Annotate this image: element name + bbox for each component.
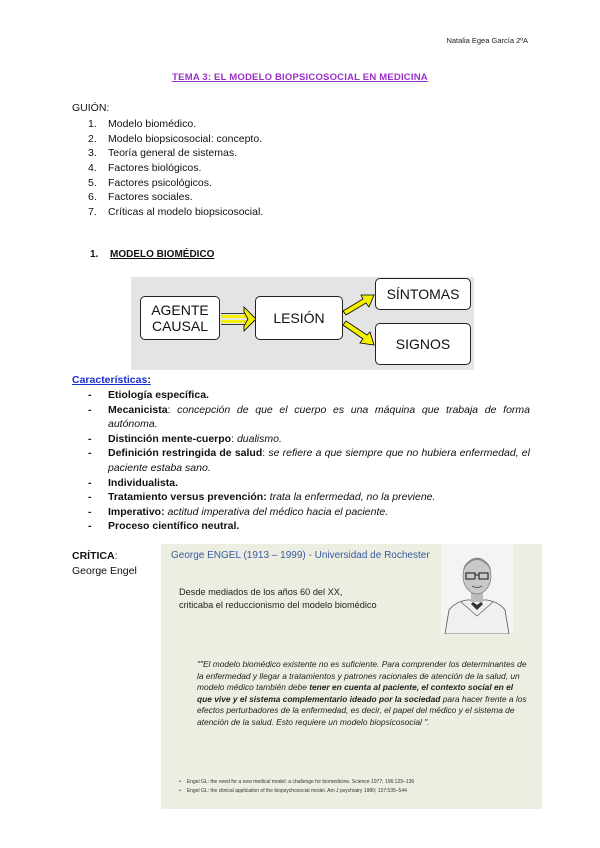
list-item: 7. Críticas al modelo biopsicosocial. bbox=[88, 206, 264, 219]
lesion-box: LESIÓN bbox=[255, 296, 343, 340]
signos-box: SIGNOS bbox=[375, 323, 471, 365]
section-number: 1. bbox=[90, 249, 99, 260]
list-item: 5. Factores psicológicos. bbox=[88, 176, 212, 189]
slide-heading: George ENGEL (1913 – 1999) - Universidad de Rochester bbox=[171, 550, 430, 561]
list-item: 4. Factores biológicos. bbox=[88, 162, 202, 175]
list-item: - Definición restringida de salud: se refiere a que siempre que no hubiera enfermedad, el paciente estaba sano. bbox=[88, 447, 530, 474]
slide-intro: Desde mediados de los años 60 del XX, criticaba el reduccionismo del modelo biomédico bbox=[179, 587, 377, 610]
engel-slide-image bbox=[161, 544, 542, 809]
list-item: - Imperativo: actitud imperativa del médico hacia el paciente. bbox=[88, 505, 389, 518]
critica-label: CRÍTICA: George Engel bbox=[72, 550, 137, 577]
list-item: - Individualista. bbox=[88, 476, 179, 489]
list-item: - Mecanicista: concepción de que el cuerpo es una máquina que trabaja de forma autónoma. bbox=[88, 403, 530, 431]
list-item: - Etiología específica. bbox=[88, 389, 209, 401]
biomedical-model-diagram bbox=[131, 277, 474, 370]
list-item: 3. Teoría general de sistemas. bbox=[88, 147, 237, 160]
agente-causal-box: AGENTE CAUSAL bbox=[140, 296, 220, 340]
list-item: • Engel GL: the need for a new medical model: a challenge for biomedicine. Science 1977; 196:129–136 bbox=[179, 778, 414, 787]
section-heading-modelo-biomedico bbox=[90, 249, 214, 260]
guion-label: GUIÓN: bbox=[72, 102, 110, 114]
slide-references bbox=[179, 778, 414, 796]
caracteristicas-label: Características: bbox=[72, 374, 151, 386]
split-arrow-icon bbox=[343, 295, 374, 345]
document-title: TEMA 3: EL MODELO BIOPSICOSOCIAL EN MEDICINA bbox=[172, 72, 428, 83]
list-item: - Proceso científico neutral. bbox=[88, 520, 240, 533]
list-item: 2. Modelo biopsicosocial: concepto. bbox=[88, 132, 263, 145]
critica-name: George Engel bbox=[72, 565, 137, 577]
caracteristicas-list bbox=[88, 388, 530, 534]
sintomas-box: SÍNTOMAS bbox=[375, 278, 471, 310]
engel-quote: ""El modelo biomédico existente no es suficiente. Para comprender los determinantes de la enfermedad y llegar a tratamientos y patrones racionales de atención de la salud, un modelo médico también debe tener en cuenta al paciente, el contexto social en el que vive y el sistema complementario ideado por la sociedad para hacer frente a los efectos perturbadores de la enfermedad, es decir, el papel del médico y el sistema de atención de la salud. Esto requiere un modelo biopsicosocial ". bbox=[197, 659, 527, 727]
list-item: • Engel GL: the clinical application of the biopsychosocial model. Am J psychiatry 1980; 137:535–544 bbox=[179, 787, 414, 796]
list-item: 6. Factores sociales. bbox=[88, 191, 193, 204]
author-header: Natalia Egea García 2ºA bbox=[446, 36, 528, 45]
engel-portrait bbox=[441, 544, 513, 634]
guion-list bbox=[88, 117, 263, 220]
list-item: - Tratamiento versus prevención: trata la enfermedad, no la previene. bbox=[88, 491, 436, 504]
list-item: 1. Modelo biomédico. bbox=[88, 118, 197, 130]
section-title: MODELO BIOMÉDICO bbox=[110, 249, 215, 260]
double-arrow-icon bbox=[221, 307, 256, 331]
list-item: - Distinción mente-cuerpo: dualismo. bbox=[88, 432, 282, 445]
